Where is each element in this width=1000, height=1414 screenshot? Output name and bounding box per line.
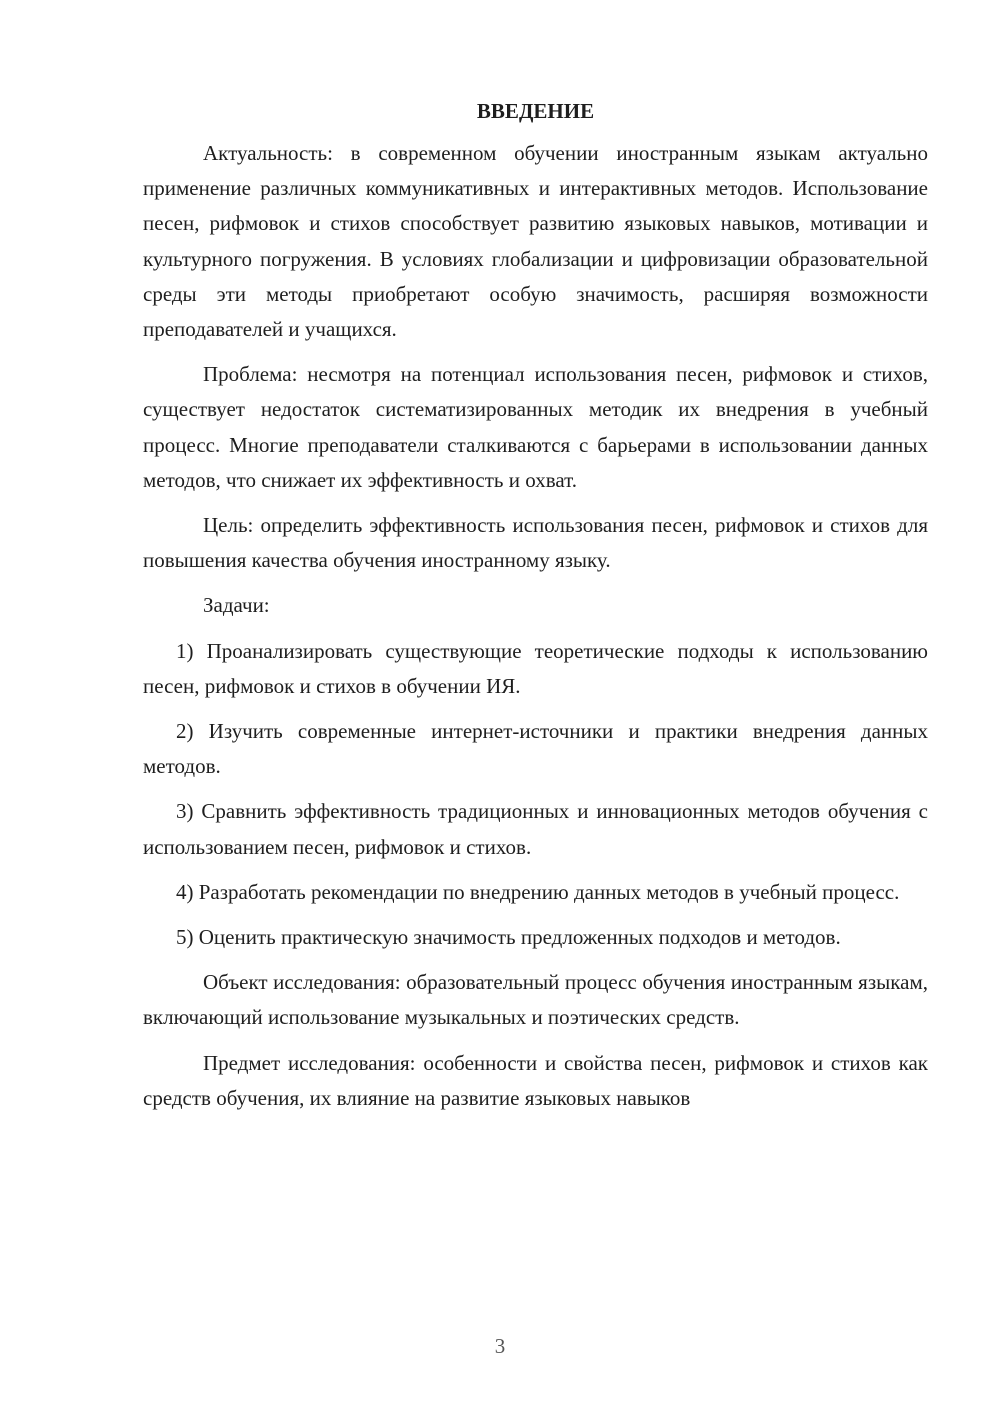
task-item-3: 3) Сравнить эффективность традиционных и инновационных методов обучения с использованием песен, рифмовок и стихов. bbox=[143, 799, 928, 859]
task-item-4: 4) Разработать рекомендации по внедрению данных методов в учебный процесс. bbox=[176, 879, 900, 904]
paragraph-problem: Проблема: несмотря на потенциал использования песен, рифмовок и стихов, существует недостаток систематизированных методик их внедрения в учебный процесс. Многие преподаватели сталкиваются с барьерами в использовании данных методов, что снижает их эффективность и охват. bbox=[143, 362, 928, 492]
task-item-5: 5) Оценить практическую значимость предложенных подходов и методов. bbox=[176, 925, 841, 950]
paragraph-subject: Предмет исследования: особенности и свойства песен, рифмовок и стихов как средств обучения, их влияние на развитие языковых навыков bbox=[143, 1050, 928, 1110]
section-title: ВВЕДЕНИЕ bbox=[476, 99, 595, 123]
page-number: 3 bbox=[494, 1334, 506, 1358]
paragraph-relevance: Актуальность: в современном обучении иностранным языкам актуально применение различных коммуникативных и интерактивных методов. Использование песен, рифмовок и стихов способствует развитию языковых навыков, мотивации и культурного погружения. В условиях глобализации и цифровизации образовательной среды эти методы приобретают особую значимость, расширяя возможности преподавателей и учащихся. bbox=[143, 141, 928, 342]
task-item-2: 2) Изучить современные интернет-источники и практики внедрения данных методов. bbox=[143, 719, 928, 779]
tasks-heading: Задачи: bbox=[203, 593, 270, 618]
paragraph-object: Объект исследования: образовательный процесс обучения иностранным языкам, включающий использование музыкальных и поэтических средств. bbox=[143, 970, 928, 1030]
paragraph-goal: Цель: определить эффективность использования песен, рифмовок и стихов для повышения качества обучения иностранному языку. bbox=[143, 513, 928, 573]
page-content bbox=[143, 96, 928, 1116]
task-item-1: 1) Проанализировать существующие теоретические подходы к использованию песен, рифмовок и стихов в обучении ИЯ. bbox=[143, 638, 928, 698]
